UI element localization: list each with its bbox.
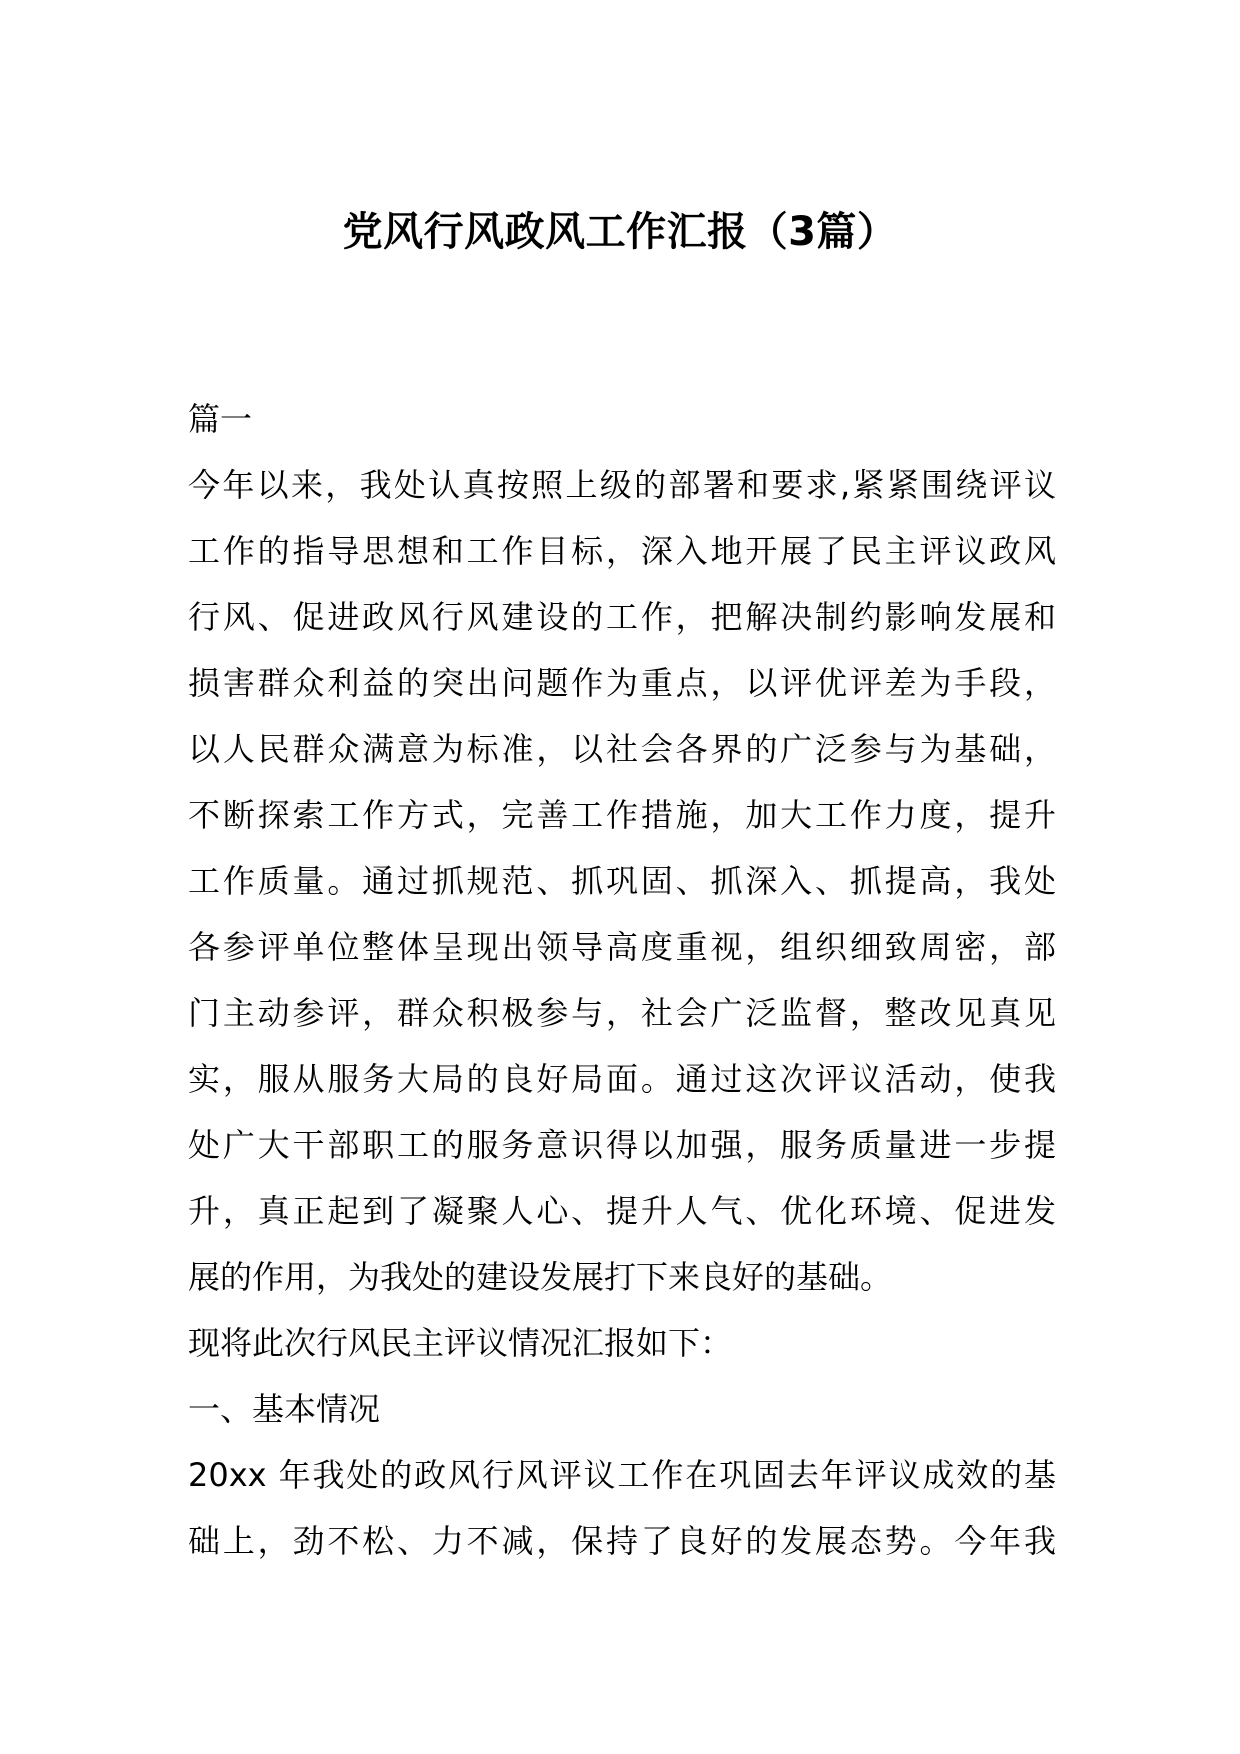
text-line: 处广大干部职工的服务意识得以加强，服务质量进一步提 <box>188 1126 1056 1164</box>
text-line: 础上，劲不松、力不减，保持了良好的发展态势。今年我 <box>188 1522 1056 1560</box>
text-line: 篇一 <box>188 400 253 438</box>
text-line: 工作质量。通过抓规范、抓巩固、抓深入、抓提高，我处 <box>188 862 1056 900</box>
text-line: 不断探索工作方式，完善工作措施，加大工作力度，提升 <box>188 796 1056 834</box>
text-line: 各参评单位整体呈现出领导高度重视，组织细致周密，部 <box>188 928 1056 966</box>
text-line: 门主动参评，群众积极参与，社会广泛监督，整改见真见 <box>188 994 1056 1032</box>
document-body <box>188 386 1056 1574</box>
text-line: 20xx 年我处的政风行风评议工作在巩固去年评议成效的基 <box>188 1456 1056 1494</box>
text-line: 升，真正起到了凝聚人心、提升人气、优化环境、促进发 <box>188 1192 1056 1230</box>
text-line: 现将此次行风民主评议情况汇报如下： <box>188 1324 733 1362</box>
text-line: 展的作用，为我处的建设发展打下来良好的基础。 <box>188 1258 893 1296</box>
document-title: 党风行风政风工作汇报（3篇） <box>342 209 898 255</box>
text-line: 实，服从服务大局的良好局面。通过这次评议活动，使我 <box>188 1060 1056 1098</box>
text-line: 一、基本情况 <box>188 1390 381 1428</box>
text-line: 今年以来，我处认真按照上级的部署和要求,紧紧围绕评议 <box>188 466 1056 504</box>
text-line: 工作的指导思想和工作目标，深入地开展了民主评议政风 <box>188 532 1056 570</box>
text-line: 行风、促进政风行风建设的工作，把解决制约影响发展和 <box>188 598 1056 636</box>
text-line: 以人民群众满意为标准，以社会各界的广泛参与为基础， <box>188 730 1056 768</box>
text-line: 损害群众利益的突出问题作为重点，以评优评差为手段， <box>188 664 1056 702</box>
